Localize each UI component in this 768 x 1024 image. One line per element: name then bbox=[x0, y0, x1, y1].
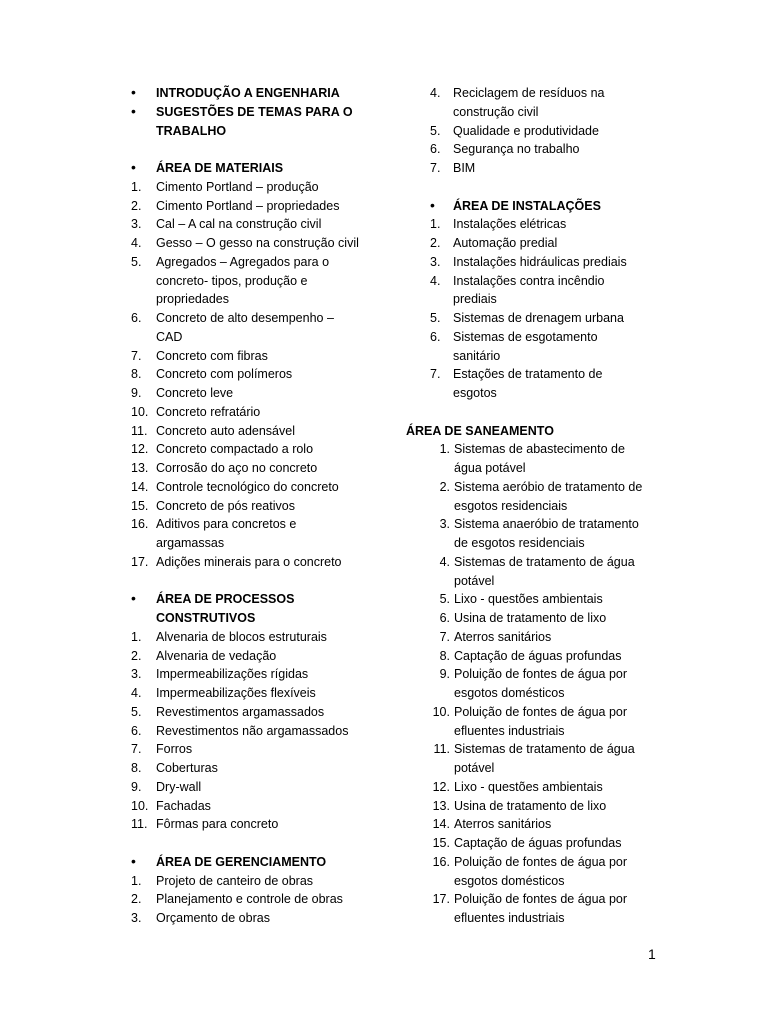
list-item bbox=[406, 834, 668, 853]
list-item-text: potável bbox=[454, 573, 495, 588]
list-number: 2. bbox=[131, 648, 142, 663]
list-item bbox=[406, 628, 668, 647]
list-number: 10. bbox=[131, 404, 149, 419]
list-item-text: construção civil bbox=[453, 104, 539, 119]
list-number: 6. bbox=[430, 142, 441, 157]
list-number: 13. bbox=[131, 461, 149, 475]
list-item-text: Concreto de pós reativos bbox=[156, 498, 295, 513]
list-number: 3. bbox=[430, 254, 441, 269]
list-item bbox=[131, 384, 376, 403]
list-item bbox=[131, 778, 376, 797]
list-number: 7. bbox=[430, 367, 441, 382]
list-item-text: Agregados – Agregados para o bbox=[156, 254, 330, 269]
list-item-continuation bbox=[131, 272, 376, 291]
list-item-continuation bbox=[406, 572, 668, 591]
list-item-text: Concreto com fibras bbox=[156, 348, 268, 363]
list-item-text: Instalações hidráulicas prediais bbox=[453, 254, 627, 269]
left-column bbox=[131, 84, 376, 928]
list-number: 6. bbox=[430, 329, 441, 344]
list-item-text: Sistemas de tratamento de água bbox=[454, 554, 635, 569]
list-item-text: Impermeabilizações flexíveis bbox=[156, 686, 316, 700]
processos-cont bbox=[131, 609, 376, 628]
list-item bbox=[406, 647, 668, 666]
list-item-text: Cal – A cal na construção civil bbox=[156, 217, 322, 232]
list-number: 4. bbox=[439, 554, 450, 569]
list-number: 11. bbox=[433, 742, 450, 757]
list-item-text: Instalações elétricas bbox=[453, 217, 567, 232]
list-number: 15. bbox=[432, 836, 450, 850]
list-item-continuation bbox=[406, 497, 668, 516]
bullet-sugestoes bbox=[131, 103, 376, 122]
list-item-continuation bbox=[406, 684, 668, 703]
list-item bbox=[406, 609, 668, 628]
list-item bbox=[131, 797, 376, 816]
list-number: 6. bbox=[131, 723, 142, 738]
list-item bbox=[406, 84, 668, 103]
list-item-text: Lixo - questões ambientais bbox=[454, 779, 603, 794]
list-item-continuation bbox=[406, 872, 668, 891]
list-item bbox=[131, 347, 376, 366]
list-item-continuation bbox=[131, 534, 376, 553]
list-item bbox=[131, 909, 376, 928]
spacer bbox=[406, 178, 668, 197]
list-item bbox=[131, 478, 376, 497]
gerenciamento-heading: ÁREA DE GERENCIAMENTO bbox=[156, 854, 327, 869]
list-item-text: Poluição de fontes de água por bbox=[454, 892, 628, 907]
list-item-text: esgotos domésticos bbox=[454, 873, 565, 888]
materiais-heading: ÁREA DE MATERIAIS bbox=[156, 161, 284, 175]
list-number: 8. bbox=[439, 648, 450, 663]
list-number: 16. bbox=[131, 517, 149, 532]
list-number: 8. bbox=[131, 367, 142, 382]
list-item-text: esgotos bbox=[453, 386, 497, 400]
list-item-text: potável bbox=[454, 761, 495, 775]
list-item-text: Cimento Portland – propriedades bbox=[156, 198, 340, 213]
list-number: 6. bbox=[131, 311, 142, 325]
list-item-text: Concreto auto adensável bbox=[156, 423, 295, 438]
list-item bbox=[131, 890, 376, 909]
bullet-icon: • bbox=[430, 196, 435, 213]
list-item-continuation bbox=[406, 384, 668, 403]
bullet-materiais bbox=[131, 159, 376, 178]
list-item bbox=[406, 122, 668, 141]
list-number: 12. bbox=[432, 779, 450, 794]
list-item-text: Sistema anaeróbio de tratamento bbox=[454, 517, 639, 532]
list-item bbox=[131, 647, 376, 666]
list-item-text: Sistemas de abastecimento de bbox=[454, 442, 625, 457]
list-number: 17. bbox=[131, 554, 149, 569]
list-number: 2. bbox=[131, 892, 142, 907]
list-item bbox=[406, 140, 668, 159]
list-item bbox=[406, 440, 668, 459]
list-item-text: Automação predial bbox=[453, 236, 558, 250]
list-number: 1. bbox=[430, 217, 441, 232]
list-item bbox=[406, 515, 668, 534]
list-item-text: prediais bbox=[453, 292, 497, 307]
list-item-text: Aditivos para concretos e bbox=[156, 517, 297, 532]
bullet-intro bbox=[131, 84, 376, 103]
list-item bbox=[406, 890, 668, 909]
list-item-text: BIM bbox=[453, 161, 476, 175]
bullet-icon: • bbox=[131, 159, 136, 175]
list-number: 2. bbox=[430, 236, 441, 250]
bullet-icon: • bbox=[131, 852, 136, 869]
list-item bbox=[131, 872, 376, 891]
list-item-continuation bbox=[406, 534, 668, 553]
list-item bbox=[406, 853, 668, 872]
list-item bbox=[131, 403, 376, 422]
list-item-text: Reciclagem de resíduos na bbox=[453, 86, 605, 100]
list-item-text: Alvenaria de vedação bbox=[156, 648, 277, 663]
list-number: 11. bbox=[131, 423, 148, 438]
list-item-text: efluentes industriais bbox=[454, 723, 565, 738]
list-item-continuation bbox=[406, 103, 668, 122]
list-item bbox=[406, 309, 668, 328]
bullet-gerenciamento bbox=[131, 853, 376, 872]
right-column bbox=[406, 84, 668, 928]
list-item-text: Alvenaria de blocos estruturais bbox=[156, 629, 327, 644]
processos-list bbox=[131, 628, 376, 834]
list-number: 4. bbox=[131, 236, 142, 250]
list-number: 4. bbox=[430, 86, 441, 100]
list-item bbox=[131, 684, 376, 703]
list-item bbox=[131, 440, 376, 459]
list-item-text: Orçamento de obras bbox=[156, 911, 270, 925]
bullet-icon: • bbox=[131, 102, 136, 119]
list-item-text: Estações de tratamento de bbox=[453, 367, 603, 382]
list-item-text: Gesso – O gesso na construção civil bbox=[156, 236, 359, 250]
list-number: 5. bbox=[439, 592, 450, 607]
list-item-text: Planejamento e controle de obras bbox=[156, 892, 343, 907]
list-item bbox=[406, 740, 668, 759]
list-item-continuation bbox=[406, 909, 668, 928]
list-item-continuation bbox=[131, 290, 376, 309]
list-item-text: Qualidade e produtividade bbox=[453, 123, 599, 138]
list-item bbox=[131, 740, 376, 759]
list-item-text: Revestimentos argamassados bbox=[156, 704, 325, 719]
list-item bbox=[131, 628, 376, 647]
list-item bbox=[131, 815, 376, 834]
list-number: 5. bbox=[131, 704, 142, 719]
list-item-text: Poluição de fontes de água por bbox=[454, 854, 628, 869]
list-item bbox=[131, 253, 376, 272]
list-item-text: Forros bbox=[156, 742, 193, 757]
list-item-text: Concreto de alto desempenho – bbox=[156, 311, 334, 325]
list-number: 5. bbox=[430, 123, 441, 138]
list-number: 9. bbox=[439, 667, 450, 682]
list-number: 6. bbox=[439, 611, 450, 625]
list-item-text: Dry-wall bbox=[156, 779, 202, 794]
gerenciamento-cont-list bbox=[406, 84, 668, 178]
list-item bbox=[131, 703, 376, 722]
list-item bbox=[131, 365, 376, 384]
list-number: 10. bbox=[432, 704, 450, 719]
list-number: 5. bbox=[131, 254, 142, 269]
list-item bbox=[131, 497, 376, 516]
list-number: 9. bbox=[131, 779, 142, 794]
list-item-text: concreto- tipos, produção e bbox=[156, 273, 308, 288]
list-item-text: Fôrmas para concreto bbox=[156, 817, 279, 832]
list-item bbox=[406, 478, 668, 497]
list-item-text: efluentes industriais bbox=[454, 911, 565, 925]
list-item-continuation bbox=[406, 722, 668, 741]
list-item-text: Concreto compactado a rolo bbox=[156, 442, 314, 457]
list-number: 3. bbox=[131, 911, 142, 925]
list-number: 9. bbox=[131, 386, 142, 400]
instalacoes-list bbox=[406, 215, 668, 403]
list-item-text: argamassas bbox=[156, 536, 225, 550]
list-item-text: Sistema aeróbio de tratamento de bbox=[454, 479, 643, 494]
list-item-text: Sistemas de drenagem urbana bbox=[453, 311, 624, 325]
list-item-text: Aterros sanitários bbox=[454, 817, 552, 832]
list-item-text: Poluição de fontes de água por bbox=[454, 667, 628, 682]
list-item-text: sanitário bbox=[453, 348, 501, 363]
list-number: 2. bbox=[439, 479, 450, 494]
spacer bbox=[131, 572, 376, 591]
spacer bbox=[131, 834, 376, 853]
list-item bbox=[406, 665, 668, 684]
list-item bbox=[131, 215, 376, 234]
list-item bbox=[406, 328, 668, 347]
list-number: 1. bbox=[439, 442, 450, 457]
list-number: 4. bbox=[430, 273, 441, 288]
list-item bbox=[131, 665, 376, 684]
list-item bbox=[406, 815, 668, 834]
list-number: 3. bbox=[131, 667, 142, 682]
saneamento-heading-row bbox=[406, 422, 668, 441]
list-number: 1. bbox=[131, 629, 142, 644]
list-item bbox=[406, 272, 668, 291]
list-item-text: Usina de tratamento de lixo bbox=[454, 611, 607, 625]
list-item-continuation bbox=[406, 459, 668, 478]
list-item bbox=[131, 422, 376, 441]
list-number: 3. bbox=[131, 217, 142, 232]
saneamento-list bbox=[406, 440, 668, 928]
list-item-continuation bbox=[406, 347, 668, 366]
list-item-continuation bbox=[406, 290, 668, 309]
processos-heading-line1: ÁREA DE PROCESSOS bbox=[156, 592, 295, 607]
list-number: 7. bbox=[439, 629, 450, 644]
spacer bbox=[406, 403, 668, 422]
list-item-text: Aterros sanitários bbox=[454, 629, 552, 644]
list-item bbox=[131, 197, 376, 216]
list-item bbox=[131, 722, 376, 741]
list-item bbox=[406, 215, 668, 234]
list-item bbox=[406, 797, 668, 816]
list-item bbox=[406, 703, 668, 722]
list-item-text: Sistemas de tratamento de água bbox=[454, 742, 635, 757]
list-item bbox=[406, 253, 668, 272]
list-item-text: Fachadas bbox=[156, 798, 211, 813]
list-number: 16. bbox=[432, 854, 450, 869]
list-item bbox=[406, 365, 668, 384]
list-number: 17. bbox=[432, 892, 450, 907]
sugestoes-cont bbox=[131, 122, 376, 141]
list-item-text: Concreto refratário bbox=[156, 404, 261, 419]
list-item bbox=[131, 515, 376, 534]
list-number: 1. bbox=[131, 873, 142, 888]
list-item-text: Revestimentos não argamassados bbox=[156, 723, 349, 738]
list-number: 5. bbox=[430, 311, 441, 325]
list-item-text: Poluição de fontes de água por bbox=[454, 704, 628, 719]
bullet-icon: • bbox=[131, 590, 136, 607]
materiais-list bbox=[131, 178, 376, 572]
list-item bbox=[406, 159, 668, 178]
gerenciamento-list bbox=[131, 872, 376, 928]
saneamento-heading: ÁREA DE SANEAMENTO bbox=[406, 423, 554, 438]
list-item bbox=[131, 178, 376, 197]
list-item-text: Instalações contra incêndio bbox=[453, 273, 605, 288]
list-number: 7. bbox=[131, 348, 142, 363]
list-item bbox=[131, 553, 376, 572]
list-item-continuation bbox=[131, 328, 376, 347]
list-number: 8. bbox=[131, 761, 142, 775]
list-number: 7. bbox=[131, 742, 142, 757]
page-number: 1 bbox=[648, 946, 656, 962]
list-item-text: esgotos domésticos bbox=[454, 686, 565, 700]
list-number: 15. bbox=[131, 498, 149, 513]
list-item-text: Cimento Portland – produção bbox=[156, 179, 319, 194]
list-number: 1. bbox=[131, 179, 142, 194]
list-item-text: Controle tecnológico do concreto bbox=[156, 479, 339, 494]
list-number: 13. bbox=[432, 798, 450, 813]
processos-heading-line2: CONSTRUTIVOS bbox=[156, 611, 256, 625]
list-item-text: Projeto de canteiro de obras bbox=[156, 873, 314, 888]
list-item bbox=[406, 234, 668, 253]
list-item-text: esgotos residenciais bbox=[454, 498, 568, 513]
list-item-text: Concreto leve bbox=[156, 386, 234, 400]
list-item-text: Lixo - questões ambientais bbox=[454, 592, 603, 607]
list-item-text: Usina de tratamento de lixo bbox=[454, 798, 607, 813]
list-item-text: Segurança no trabalho bbox=[453, 142, 580, 157]
sugestoes-heading-line1: SUGESTÕES DE TEMAS PARA O bbox=[156, 104, 353, 119]
list-number: 10. bbox=[131, 798, 149, 813]
spacer bbox=[131, 140, 376, 159]
list-number: 4. bbox=[131, 686, 142, 700]
list-item-continuation bbox=[406, 759, 668, 778]
instalacoes-heading: ÁREA DE INSTALAÇÕES bbox=[453, 198, 601, 213]
sugestoes-heading-line2: TRABALHO bbox=[156, 123, 227, 138]
list-item-text: Coberturas bbox=[156, 761, 218, 775]
list-item-text: Concreto com polímeros bbox=[156, 367, 293, 382]
list-item-text: Sistemas de esgotamento bbox=[453, 329, 598, 344]
list-number: 14. bbox=[131, 479, 149, 494]
list-item bbox=[406, 553, 668, 572]
list-item-text: Captação de águas profundas bbox=[454, 836, 622, 850]
list-item-text: água potável bbox=[454, 461, 526, 475]
list-item-text: Adições minerais para o concreto bbox=[156, 554, 342, 569]
list-item-text: Corrosão do aço no concreto bbox=[156, 461, 318, 475]
list-item bbox=[406, 778, 668, 797]
bullet-processos bbox=[131, 590, 376, 609]
list-item bbox=[406, 590, 668, 609]
list-item-text: Impermeabilizações rígidas bbox=[156, 667, 309, 682]
bullet-instalacoes bbox=[406, 197, 668, 216]
list-item bbox=[131, 459, 376, 478]
list-item-text: propriedades bbox=[156, 292, 229, 307]
intro-heading: INTRODUÇÃO A ENGENHARIA bbox=[156, 86, 340, 100]
list-item bbox=[131, 759, 376, 778]
list-item-text: Captação de águas profundas bbox=[454, 648, 622, 663]
list-number: 12. bbox=[131, 442, 149, 457]
list-item bbox=[131, 309, 376, 328]
bullet-icon: • bbox=[131, 84, 136, 100]
list-number: 3. bbox=[439, 517, 450, 532]
list-item bbox=[131, 234, 376, 253]
list-number: 2. bbox=[131, 198, 142, 213]
list-item-text: CAD bbox=[156, 329, 183, 344]
list-item-text: de esgotos residenciais bbox=[454, 536, 585, 550]
list-number: 7. bbox=[430, 161, 441, 175]
list-number: 11. bbox=[131, 817, 148, 832]
list-number: 14. bbox=[432, 817, 450, 832]
